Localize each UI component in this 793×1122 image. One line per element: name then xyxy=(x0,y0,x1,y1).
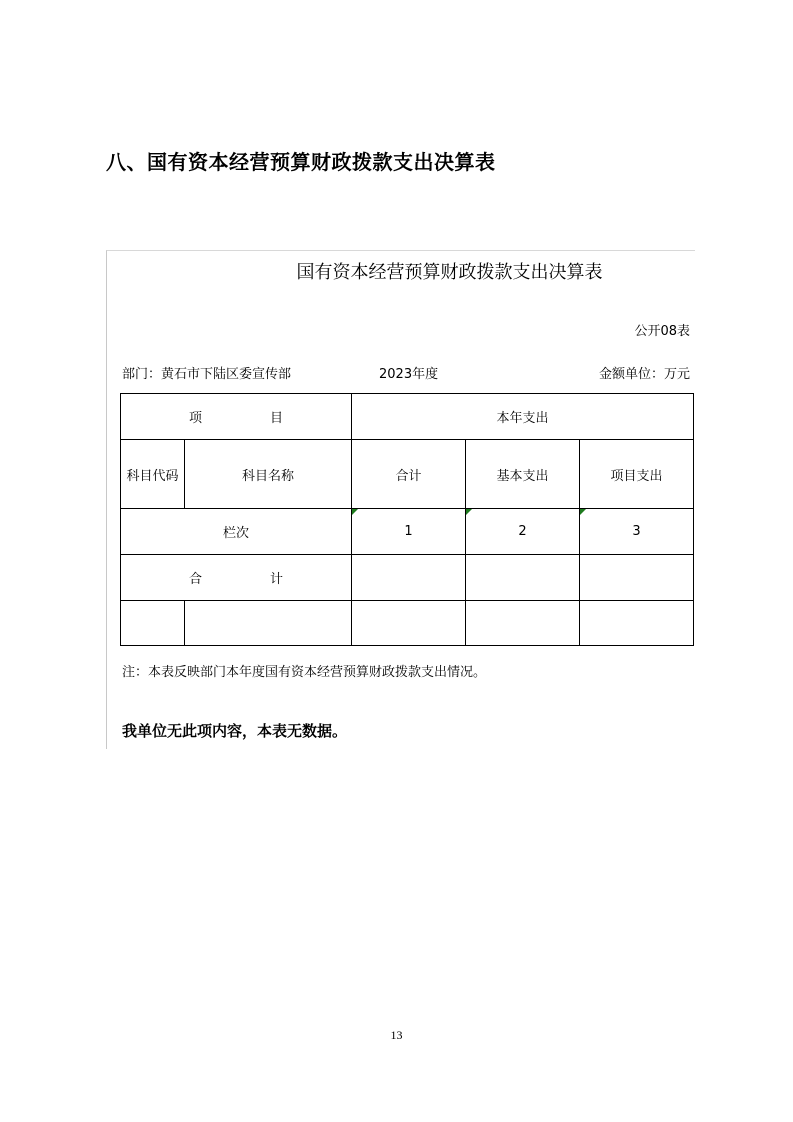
fiscal-year: 2023年度 xyxy=(379,367,439,382)
item-header xyxy=(121,394,352,440)
no-data-statement: 我单位无此项内容，本表无数据。 xyxy=(122,722,348,740)
empty-cell xyxy=(580,601,694,646)
expense-header: 本年支出 xyxy=(352,394,694,440)
total-basic-value xyxy=(466,555,580,601)
item-header-a: 项 xyxy=(188,411,202,426)
item-header-b: 目 xyxy=(270,411,284,426)
col-subject-name: 科目名称 xyxy=(185,440,352,509)
page-number: 13 xyxy=(390,1028,403,1042)
index-value-3: 3 xyxy=(632,524,641,539)
total-project-value xyxy=(580,555,694,601)
table-row xyxy=(121,601,694,646)
index-row xyxy=(121,509,694,555)
amount-unit: 金额单位：万元 xyxy=(598,367,690,382)
index-cell-2 xyxy=(466,509,580,555)
col-project-expense: 项目支出 xyxy=(580,440,694,509)
table-title-wrap xyxy=(0,258,793,284)
col-subject-code: 科目代码 xyxy=(121,440,185,509)
table-header-row xyxy=(121,394,694,440)
empty-cell xyxy=(466,601,580,646)
section-heading: 八、国有资本经营预算财政拨款支出决算表 xyxy=(106,150,496,174)
index-cell-1 xyxy=(352,509,466,555)
total-label-b: 计 xyxy=(270,572,284,587)
empty-cell xyxy=(185,601,352,646)
table-note: 注：本表反映部门本年度国有资本经营预算财政拨款支出情况。 xyxy=(122,665,487,680)
col-total: 合计 xyxy=(352,440,466,509)
index-value-2: 2 xyxy=(518,524,527,539)
total-row xyxy=(121,555,694,601)
form-number: 公开08表 xyxy=(634,324,690,339)
department-label: 部门：黄石市下陆区委宣传部 xyxy=(122,367,292,382)
total-value xyxy=(352,555,466,601)
row-index-label: 栏次 xyxy=(121,509,352,555)
empty-cell xyxy=(121,601,185,646)
column-header-row xyxy=(121,440,694,509)
expenditure-table xyxy=(120,393,694,646)
index-value-1: 1 xyxy=(404,524,413,539)
col-basic-expense: 基本支出 xyxy=(466,440,580,509)
total-label xyxy=(121,555,352,601)
table-title: 国有资本经营预算财政拨款支出决算表 xyxy=(296,262,603,283)
index-cell-3 xyxy=(580,509,694,555)
total-label-a: 合 xyxy=(188,572,202,587)
empty-cell xyxy=(352,601,466,646)
